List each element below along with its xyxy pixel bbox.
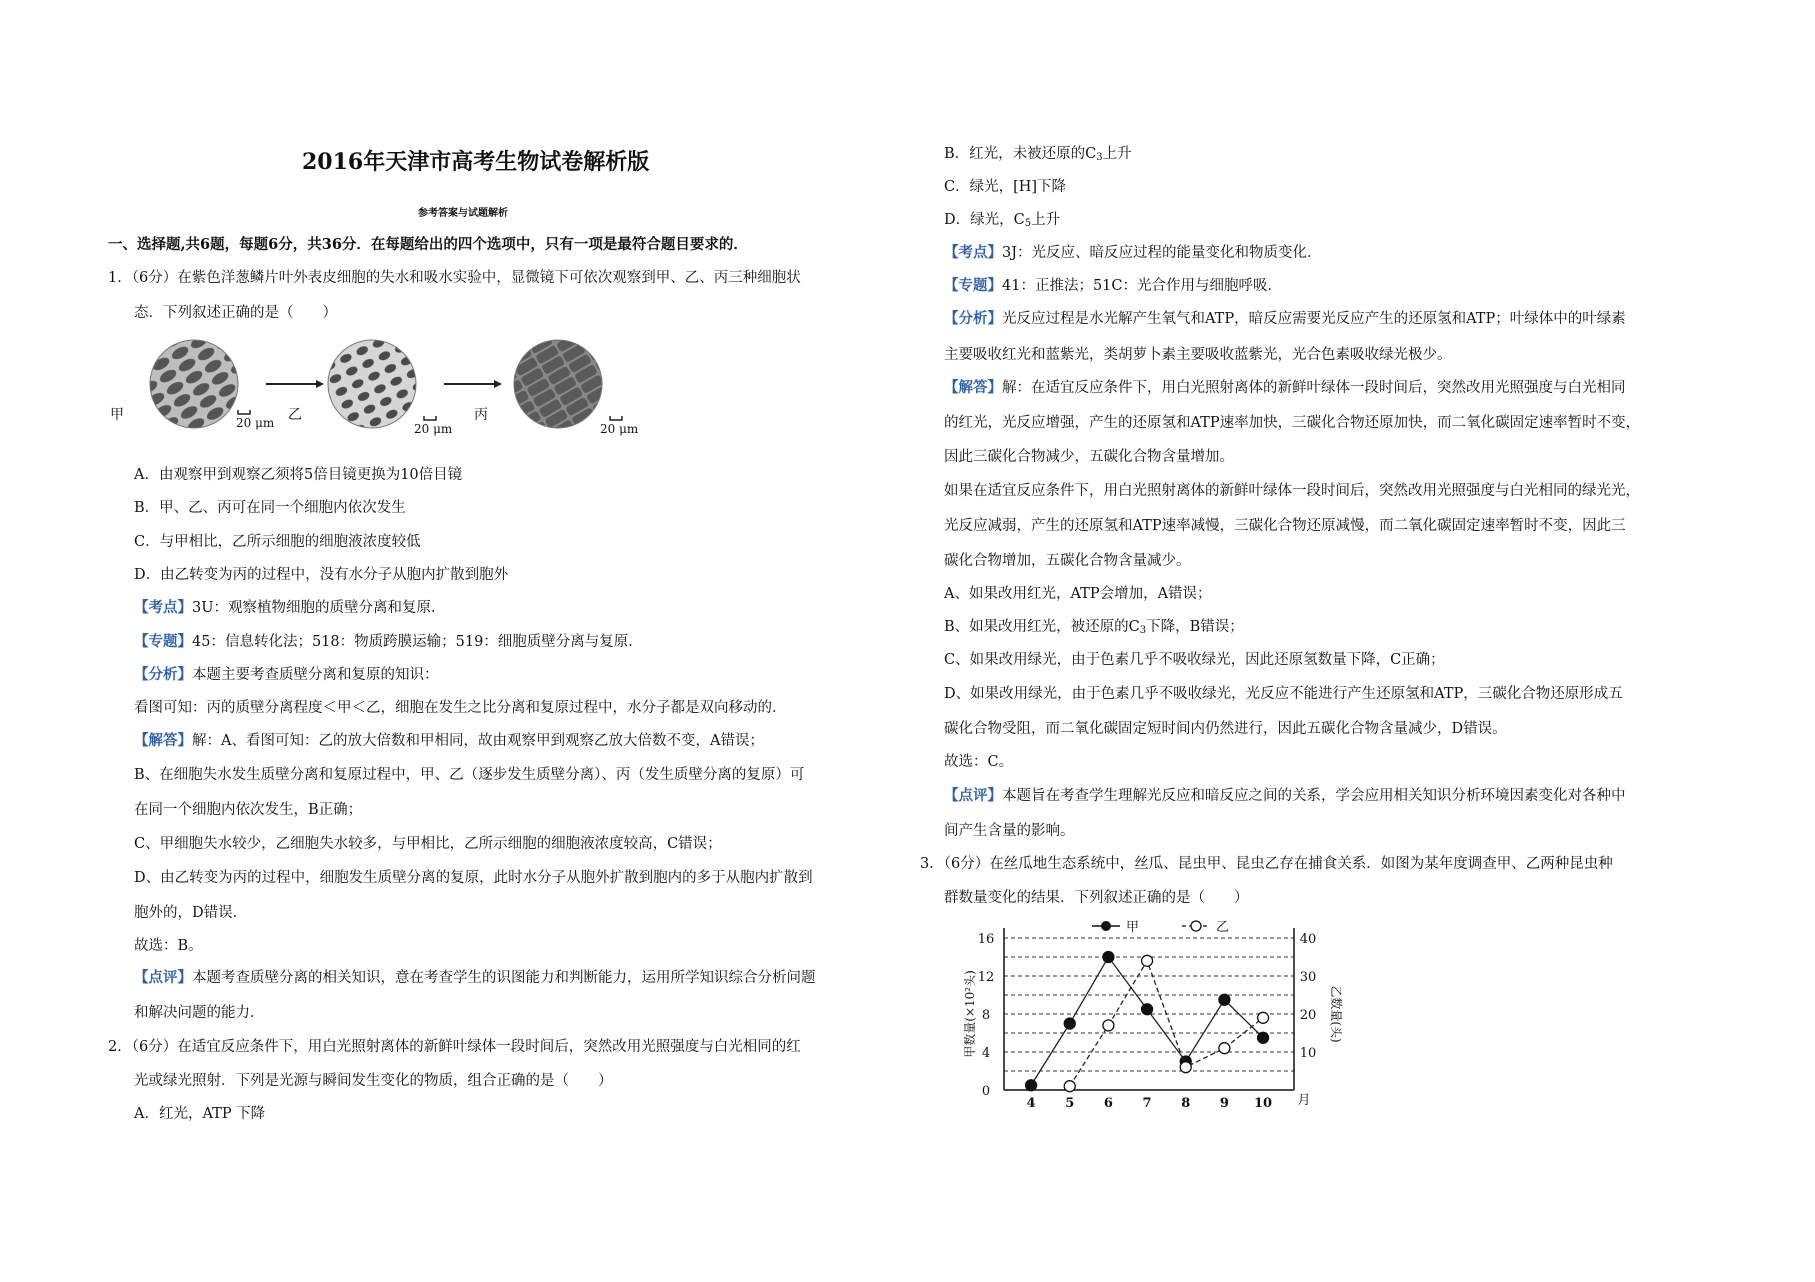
scale-bar-1 xyxy=(238,410,250,414)
data-point-yi xyxy=(1219,1043,1230,1054)
q1-jieda-2: B、在细胞失水发生质壁分离和复原过程中，甲、乙（逐步发生质壁分离）、丙（发生质壁分离的复原）可 xyxy=(134,767,805,783)
q1-jieda-6: 胞外的，D错误． xyxy=(134,905,248,921)
q2-stem-line1: 2．（6分）在适宜反应条件下，用白光照射离体的新鲜叶绿体一段时间后，突然改用光照强度与白光相同的红 xyxy=(108,1039,801,1055)
legend-marker-yi xyxy=(1191,921,1201,931)
scale-label-2: 20 μm xyxy=(414,422,453,436)
document-title: 2016年天津市高考生物试卷解析版 xyxy=(302,149,650,175)
q2-option-b: B．红光，未被还原的$C_3$上升 xyxy=(944,146,1132,163)
q1-option-d: D．由乙转变为丙的过程中，没有水分子从胞内扩散到胞外 xyxy=(134,567,509,583)
micrograph-bing xyxy=(514,340,602,428)
section-heading: 一、选择题,共6题，每题6分，共36分．在每题给出的四个选项中，只有一项是最符合题目要求的． xyxy=(108,236,748,253)
y-tick-right: 20 xyxy=(1299,1008,1317,1023)
q1-option-b: B．甲、乙、丙可在同一个细胞内依次发生 xyxy=(134,500,406,516)
q1-option-a: A．由观察甲到观察乙须将5倍目镜更换为10倍目镜 xyxy=(134,467,463,483)
q1-jieda-3: 在同一个细胞内依次发生，B正确； xyxy=(134,802,363,818)
legend-marker-jia xyxy=(1101,921,1111,931)
q2-jieda-2: 的红光，光反应增强，产生的还原氢和ATP速率加快，三碳化合物还原加快，而二氧化碳固定速率暂时不变， xyxy=(944,415,1641,431)
q1-zhuanti: 【专题】45：信息转化法；518：物质跨膜运输；519：细胞质壁分离与复原． xyxy=(134,633,643,650)
micrograph-jia xyxy=(150,340,238,428)
data-point-yi xyxy=(1258,1012,1269,1023)
q1-kaodian: 【考点】3U：观察植物细胞的质壁分离和复原． xyxy=(134,599,446,616)
data-point-jia xyxy=(1219,994,1230,1005)
data-point-yi xyxy=(1064,1081,1075,1092)
q1-fenxi-2: 看图可知：丙的质壁分离程度＜甲＜乙，细胞在发生之比分离和复原过程中，水分子都是双向移动的． xyxy=(134,700,787,716)
data-point-jia xyxy=(1064,1018,1075,1029)
legend-label-yi: 乙 xyxy=(1216,920,1230,935)
q2-jieda-1: 【解答】解：在适宜反应条件下，用白光照射离体的新鲜叶绿体一段时间后，突然改用光照强度与白光相同 xyxy=(944,379,1626,396)
q2-fenxi-2: 主要吸收红光和蓝紫光，类胡萝卜素主要吸收蓝紫光，光合色素吸收绿光极少。 xyxy=(944,347,1452,363)
data-point-jia xyxy=(1142,1004,1153,1015)
y-label-left: 甲数量(×10²头) xyxy=(963,970,977,1058)
q2-jieda-3: 因此三碳化合物减少，五碳化合物含量增加。 xyxy=(944,449,1234,465)
q2-jd-2: 碳化合物受阻，而二氧化碳固定短时间内仍然进行，因此五碳化合物含量减少，D错误。 xyxy=(944,721,1507,737)
q2-dianping-2: 间产生含量的影响。 xyxy=(944,823,1075,839)
y-tick-left: 4 xyxy=(981,1046,991,1061)
x-unit: 月 xyxy=(1297,1093,1311,1108)
y-label-right: 乙数量(头) xyxy=(1329,985,1343,1043)
data-point-yi xyxy=(1142,955,1153,966)
population-chart-svg xyxy=(944,918,1344,1113)
x-tick: 6 xyxy=(1103,1096,1113,1111)
y-tick-left: 0 xyxy=(981,1084,991,1099)
scale-label-1: 20 μm xyxy=(236,416,275,430)
label-jia: 甲 xyxy=(110,407,124,423)
micrograph-svg xyxy=(108,338,668,438)
q1-jieda-5: D、由乙转变为丙的过程中，细胞发生质壁分离的复原，此时水分子从胞外扩散到胞内的多于从胞内扩散到 xyxy=(134,870,813,886)
q1-dianping-2: 和解决问题的能力． xyxy=(134,1005,265,1021)
arrow-1-head xyxy=(316,380,324,388)
q2-jb: B、如果改用红光，被还原的$C_3$下降，B错误； xyxy=(944,619,1244,636)
q1-stem-line1: 1．（6分）在紫色洋葱鳞片叶外表皮细胞的失水和吸水实验中，显微镜下可依次观察到甲、乙、丙三种细胞状 xyxy=(108,270,801,286)
q1-dianping-1: 【点评】本题考查质壁分离的相关知识，意在考查学生的识图能力和判断能力，运用所学知识综合分析问题 xyxy=(134,969,816,986)
x-tick: 7 xyxy=(1142,1096,1152,1111)
data-point-jia xyxy=(1026,1080,1037,1091)
y-tick-left: 16 xyxy=(977,932,995,947)
data-point-jia xyxy=(1103,952,1114,963)
scale-bar-3 xyxy=(610,416,622,420)
x-tick: 10 xyxy=(1254,1096,1273,1111)
q2-stem-line2: 光或绿光照射．下列是光源与瞬间发生变化的物质，组合正确的是（ ） xyxy=(134,1073,613,1089)
q2-fenxi-1: 【分析】光反应过程是水光解产生氧气和ATP，暗反应需要光反应产生的还原氢和ATP；叶绿体中的叶绿素 xyxy=(944,310,1626,327)
q2-ja: A、如果改用红光，ATP会增加，A错误； xyxy=(944,586,1212,602)
x-tick: 4 xyxy=(1026,1096,1036,1111)
series-line-yi xyxy=(1070,961,1263,1086)
x-tick: 9 xyxy=(1219,1096,1229,1111)
y-tick-left: 12 xyxy=(977,970,995,985)
document-subtitle: 参考答案与试题解析 xyxy=(418,208,508,219)
q2-kaodian: 【考点】3J：光反应、暗反应过程的能量变化和物质变化． xyxy=(944,244,1322,261)
q2-option-d: D．绿光，$C_5$上升 xyxy=(944,212,1061,229)
q2-jd-1: D、如果改用绿光，由于色素几乎不吸收绿光，光反应不能进行产生还原氢和ATP，三碳化合物还原形成五 xyxy=(944,686,1623,702)
label-yi: 乙 xyxy=(288,407,302,423)
q1-stem-line2: 态．下列叙述正确的是（ ） xyxy=(134,305,337,321)
arrow-2-head xyxy=(494,380,502,388)
q1-answer: 故选：B。 xyxy=(134,938,203,954)
q2-jieda-6: 碳化合物增加，五碳化合物含量减少。 xyxy=(944,553,1191,569)
q2-dianping-1: 【点评】本题旨在考查学生理解光反应和暗反应之间的关系，学会应用相关知识分析环境因素变化对各种中 xyxy=(944,787,1626,804)
q2-option-c: C．绿光，[H]下降 xyxy=(944,179,1067,195)
q2-jieda-4: 如果在适宜反应条件下，用白光照射离体的新鲜叶绿体一段时间后，突然改用光照强度与白光相同的绿光光， xyxy=(944,483,1640,499)
q2-zhuanti: 【专题】41：正推法；51C：光合作用与细胞呼吸． xyxy=(944,277,1282,294)
q1-fenxi: 【分析】本题主要考查质壁分离和复原的知识： xyxy=(134,666,439,683)
q2-option-a: A．红光，ATP 下降 xyxy=(134,1106,266,1122)
x-tick: 8 xyxy=(1181,1096,1191,1111)
q1-option-c: C．与甲相比，乙所示细胞的细胞液浓度较低 xyxy=(134,534,421,550)
q1-jieda-4: C、甲细胞失水较少，乙细胞失水较多，与甲相比，乙所示细胞的细胞液浓度较高，C错误； xyxy=(134,836,722,852)
legend-label-jia: 甲 xyxy=(1126,920,1140,935)
data-point-yi xyxy=(1180,1062,1191,1073)
y-tick-left: 8 xyxy=(981,1008,991,1023)
x-tick: 5 xyxy=(1065,1096,1075,1111)
micrograph-figure xyxy=(108,338,668,438)
q2-answer: 故选：C。 xyxy=(944,754,1014,770)
y-tick-right: 40 xyxy=(1299,932,1317,947)
data-point-yi xyxy=(1103,1020,1114,1031)
scale-label-3: 20 μm xyxy=(600,422,639,436)
scale-bar-2 xyxy=(424,416,436,420)
y-tick-right: 10 xyxy=(1299,1046,1317,1061)
q3-stem-line1: 3．（6分）在丝瓜地生态系统中，丝瓜、昆虫甲、昆虫乙存在捕食关系．如图为某年度调查甲、乙两种昆虫种 xyxy=(920,856,1613,872)
micrograph-yi xyxy=(328,340,416,428)
q3-stem-line2: 群数量变化的结果．下列叙述正确的是（ ） xyxy=(944,890,1249,906)
population-chart xyxy=(944,918,1344,1113)
q2-jc: C、如果改用绿光，由于色素几乎不吸收绿光，因此还原氢数量下降，C正确； xyxy=(944,652,1445,668)
q2-jieda-5: 光反应减弱，产生的还原氢和ATP速率减慢，三碳化合物还原减慢，而二氧化碳固定速率暂时不变，因此三 xyxy=(944,518,1626,534)
y-tick-right: 30 xyxy=(1299,970,1317,985)
data-point-jia xyxy=(1258,1032,1269,1043)
q1-jieda-1: 【解答】解：A、看图可知：乙的放大倍数和甲相同，故由观察甲到观察乙放大倍数不变，A错误； xyxy=(134,732,764,749)
label-bing: 丙 xyxy=(474,407,488,423)
